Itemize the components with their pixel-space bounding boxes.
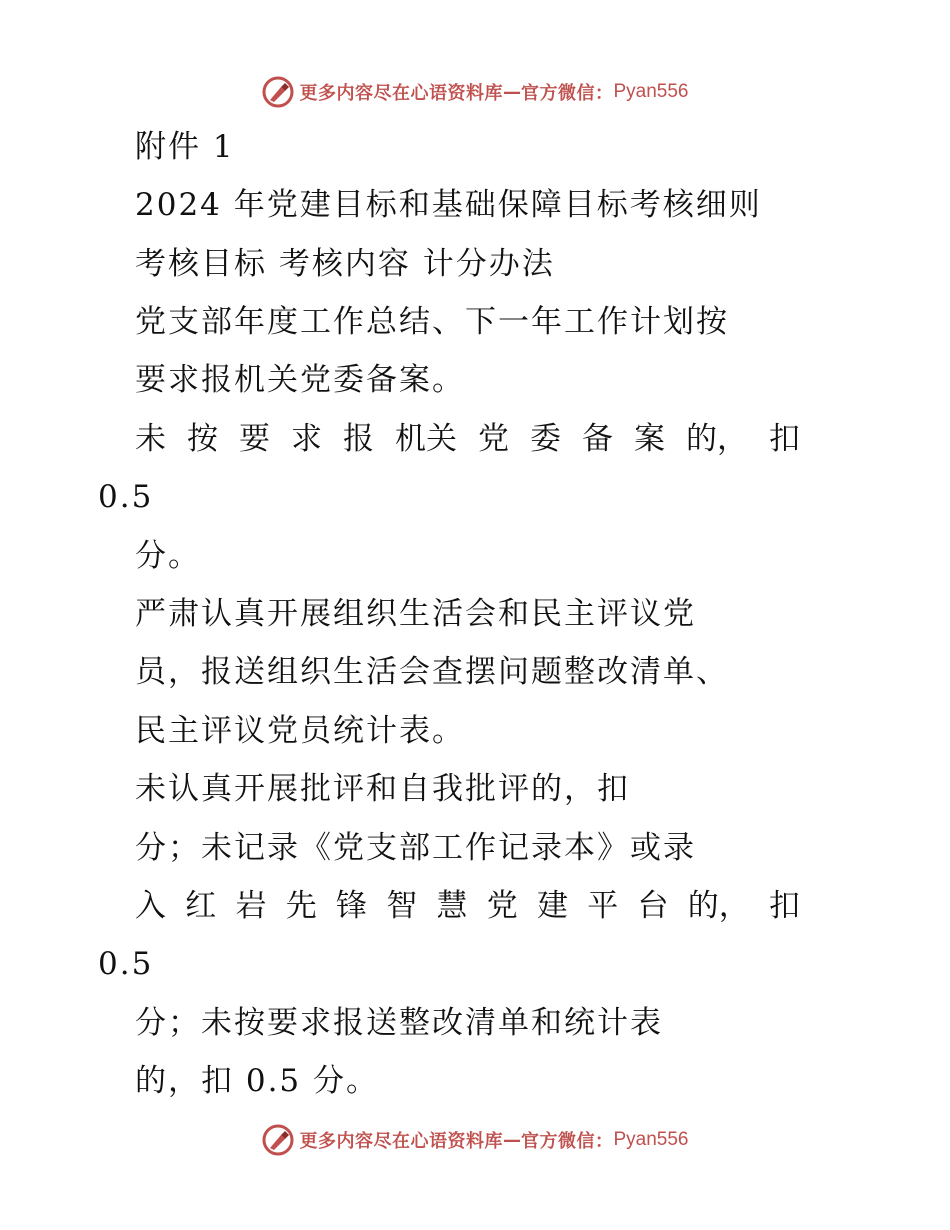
document-title: 2024 年党建目标和基础保障目标考核细则 — [135, 187, 762, 223]
text-char: 入 — [135, 888, 166, 924]
text-char: 备 — [582, 421, 613, 457]
text-line: 要求报机关党委备案。 — [135, 362, 465, 398]
text-char: 未 — [135, 421, 166, 457]
text-line-justified — [135, 419, 800, 459]
watermark-account: Pyan556 — [613, 1129, 689, 1150]
text-char: 求 — [291, 421, 322, 457]
table-headers-line: 考核目标 考核内容 计分办法 — [135, 246, 555, 282]
text-char: 的， — [687, 888, 750, 924]
text-char: 报 — [343, 421, 374, 457]
text-line: 分。 — [135, 538, 201, 574]
text-char: 慧 — [436, 888, 468, 924]
text-char: 案 — [634, 421, 665, 457]
text-char: 机关 — [395, 421, 457, 457]
watermark-header — [0, 72, 950, 112]
pen-logo-icon — [261, 75, 295, 109]
watermark-label: 官方微信： — [520, 1131, 614, 1152]
watermark-text: 更多内容尽在心语资料库 — [299, 83, 503, 104]
text-char: 锋 — [336, 888, 367, 924]
text-char: 扣 — [769, 421, 800, 457]
text-line: 员，报送组织生活会查摆问题整改清单、 — [135, 654, 729, 690]
text-char: 党 — [486, 888, 518, 924]
watermark-footer — [0, 1120, 950, 1160]
text-char: 的， — [686, 421, 748, 457]
text-char: 按 — [187, 421, 218, 457]
text-line-justified — [135, 886, 800, 926]
attachment-label: 附件 1 — [135, 129, 235, 165]
text-char: 建 — [537, 888, 568, 924]
text-line: 0.5 — [98, 946, 154, 982]
text-line: 未认真开展批评和自我批评的，扣 — [135, 771, 630, 807]
text-char: 要 — [239, 421, 270, 457]
text-line: 分；未记录《党支部工作记录本》或录 — [135, 830, 696, 866]
watermark-label: 官方微信： — [520, 83, 614, 104]
watermark-separator: — — [502, 1129, 521, 1151]
text-line: 严肃认真开展组织生活会和民主评议党 — [135, 596, 696, 632]
text-char: 党 — [478, 421, 509, 457]
text-char: 岩 — [235, 888, 267, 924]
text-char: 红 — [185, 888, 217, 924]
pen-logo-icon — [261, 1123, 295, 1157]
text-char: 委 — [530, 421, 561, 457]
text-line: 0.5 — [98, 479, 154, 515]
text-char: 智 — [386, 888, 418, 924]
text-char: 台 — [637, 888, 669, 924]
text-line: 党支部年度工作总结、下一年工作计划按 — [135, 304, 729, 340]
text-char: 扣 — [769, 888, 800, 924]
text-char: 先 — [285, 888, 317, 924]
text-line: 的，扣 0.5 分。 — [135, 1063, 380, 1099]
watermark-account: Pyan556 — [613, 81, 689, 102]
text-line: 民主评议党员统计表。 — [135, 713, 465, 749]
watermark-text: 更多内容尽在心语资料库 — [299, 1131, 503, 1152]
text-line: 分；未按要求报送整改清单和统计表 — [135, 1005, 663, 1041]
watermark-separator: — — [502, 81, 521, 103]
text-char: 平 — [587, 888, 619, 924]
